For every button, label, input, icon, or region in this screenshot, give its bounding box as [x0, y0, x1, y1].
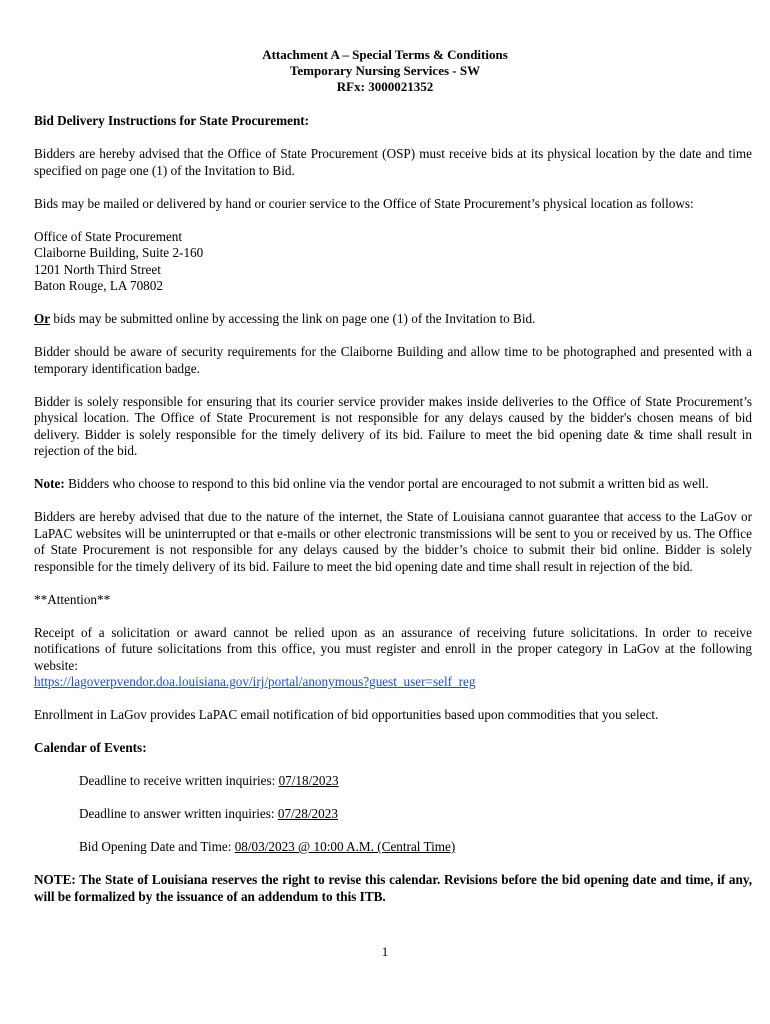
registration-link[interactable]: https://lagoverpvendor.doa.louisiana.gov/irj/portal/anonymous?guest_user=self_reg [34, 674, 476, 689]
receipt-paragraph [34, 625, 752, 691]
event-label: Deadline to receive written inquiries: [79, 773, 279, 788]
address-line-1: Office of State Procurement [34, 228, 183, 244]
calendar-note-label: NOTE [34, 872, 72, 887]
address-line-3: 1201 North Third Street [34, 261, 161, 277]
event-date: 07/28/2023 [277, 806, 338, 821]
online-submission-paragraph [34, 311, 752, 328]
calendar-event [79, 773, 752, 790]
note-text: Bidders who choose to respond to this bid online via the vendor portal are encouraged to not submit a written bid as well. [64, 476, 709, 491]
address-line-4: Baton Rouge, LA 70802 [34, 278, 163, 293]
event-date: 08/03/2023 @ 10:00 A.M. (Central Time) [234, 839, 456, 854]
online-submission-text: bids may be submitted online by accessing the link on page one (1) of the Invitation to Bid. [50, 311, 536, 326]
receipt-text: Receipt of a solicitation or award cannot be relied upon as an assurance of receiving future solicitations. In order to receive notifications of future solicitations from this office, you must register and enroll in the proper category in LaGov at the following website: [34, 624, 752, 673]
mailed-paragraph: Bids may be mailed or delivered by hand or courier service to the Office of State Procurement’s physical location as follows: [34, 195, 694, 211]
page-number: 1 [381, 944, 389, 959]
document-header [0, 47, 770, 95]
calendar-event [79, 806, 752, 823]
courier-paragraph: Bidder is solely responsible for ensuring that its courier service provider makes inside deliveries to the Office of State Procurement’s physical location. The Office of State Procurement is not responsible for any delays caused by the bidder's chosen means of bid delivery. Bidder is solely responsible for the timely delivery of its bid. Failure to meet the bid opening date & time shall result in rejection of the bid. [34, 393, 752, 458]
calendar-heading: Calendar of Events: [34, 740, 147, 755]
procurement-address [34, 229, 752, 295]
address-line-2: Claiborne Building, Suite 2-160 [34, 245, 204, 260]
attachment-title: Attachment A – Special Terms & Conditions [262, 47, 508, 62]
security-paragraph: Bidder should be aware of security requirements for the Claiborne Building and allow time to be photographed and presented with a temporary identification badge. [34, 344, 752, 376]
internet-paragraph: Bidders are hereby advised that due to the nature of the internet, the State of Louisiana cannot guarantee that access to the LaGov or LaPAC websites will be uninterrupted or that e-mails or other electronic transmissions will be sent to you or received by us. The Office of State Procurement is not responsible for any delays caused by the bidder’s choice to submit their bid online. Bidder is solely responsible for the timely delivery of its bid. Failure to meet the bid opening date and time shall result in rejection of the bid. [34, 509, 752, 574]
event-label: Bid Opening Date and Time: [79, 839, 235, 854]
document-body [34, 113, 752, 922]
calendar-event [79, 839, 752, 856]
event-date: 07/18/2023 [278, 773, 339, 788]
attention-label: **Attention** [34, 591, 111, 607]
or-emphasis: Or [34, 311, 51, 326]
calendar-note-paragraph [34, 872, 752, 905]
service-title: Temporary Nursing Services - SW [289, 63, 481, 78]
event-label: Deadline to answer written inquiries: [79, 806, 278, 821]
note-label: Note: [34, 476, 65, 491]
bid-delivery-heading: Bid Delivery Instructions for State Procurement: [34, 113, 310, 128]
advised-paragraph: Bidders are hereby advised that the Office of State Procurement (OSP) must receive bids at its physical location by the date and time specified on page one (1) of the Invitation to Bid. [34, 146, 752, 178]
rfx-number: RFx: 3000021352 [336, 79, 434, 94]
calendar-note-text: : The State of Louisiana reserves the right to revise this calendar. Revisions before the bid opening date and time, if any, will be formalized by the issuance of an addendum to this ITB. [34, 872, 752, 904]
enrollment-paragraph: Enrollment in LaGov provides LaPAC email notification of bid opportunities based upon commodities that you select. [34, 707, 659, 722]
note-online-paragraph [34, 476, 752, 493]
